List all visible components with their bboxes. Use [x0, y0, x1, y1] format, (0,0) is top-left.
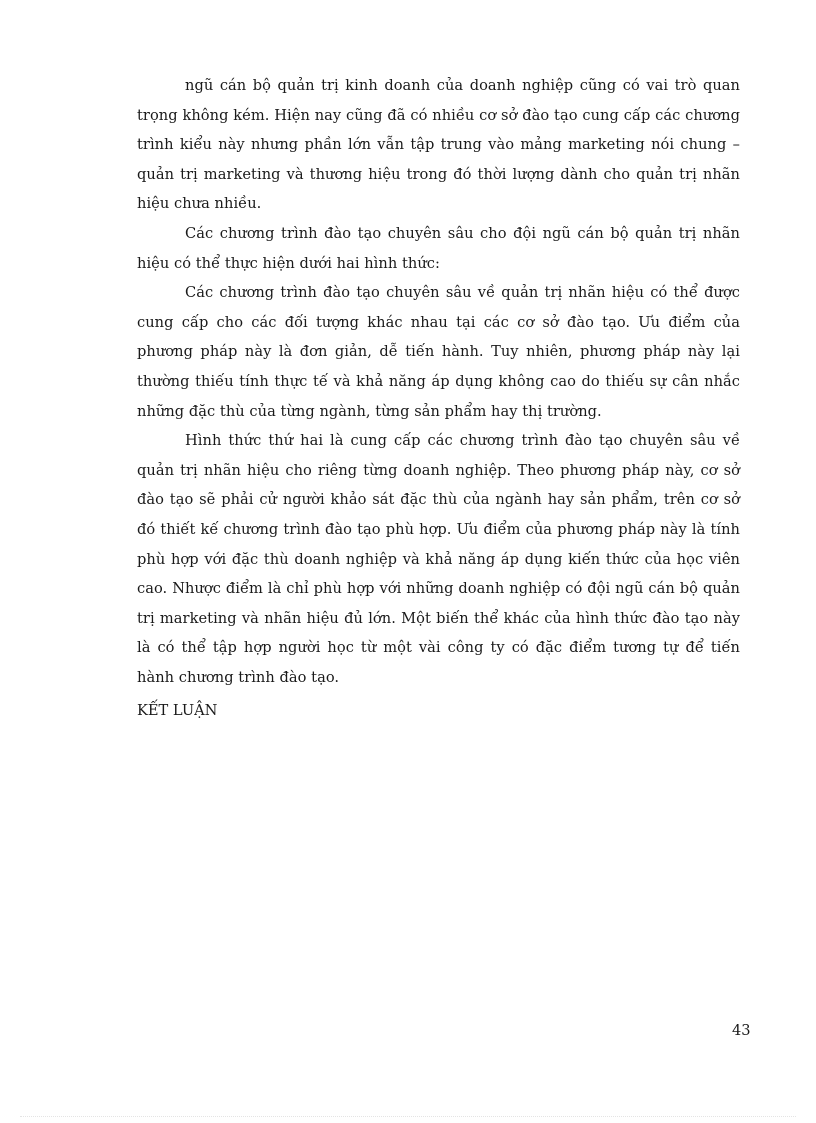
paragraph-continued: ngũ cán bộ quản trị kinh doanh của doanh nghiệp cũng có vai trò quan trọng không kém. Hiện nay cũng đã có nhiều cơ sở đào tạo cung cấp các chương trình kiểu này nhưng phần lớn vẫn tập trung vào mảng marketing nói chung – quản trị marketing và thương hiệu trong đó thời lượng dành cho quản trị nhãn hiệu chưa nhiều.	[137, 77, 740, 213]
paragraph-first-form: Các chương trình đào tạo chuyên sâu về quản trị nhãn hiệu có thể được cung cấp cho các đối tượng khác nhau tại các cơ sở đào tạo. Ưu điểm của phương pháp này là đơn giản, dễ tiến hành. Tuy nhiên, phương pháp này lại thường thiếu tính thực tế và khả năng áp dụng không cao do thiếu sự cân nhắc những đặc thù của từng ngành, từng sản phẩm hay thị trường.	[137, 284, 740, 420]
page-number: 43	[732, 1022, 751, 1039]
paragraph-second-form: Hình thức thứ hai là cung cấp các chương trình đào tạo chuyên sâu về quản trị nhãn hiệu cho riêng từng doanh nghiệp. Theo phương pháp này, cơ sở đào tạo sẽ phải cử người khảo sát đặc thù của ngành hay sản phẩm, trên cơ sở đó thiết kế chương trình đào tạo phù hợp. Ưu điểm của phương pháp này là tính phù hợp với đặc thù doanh nghiệp và khả năng áp dụng kiến thức của học viên cao. Nhược điểm là chỉ phù hợp với những doanh nghiệp có đội ngũ cán bộ quản trị marketing và nhãn hiệu đủ lớn. Một biến thể khác của hình thức đào tạo này là có thể tập hợp người học từ một vài công ty có đặc điểm tương tự để tiến hành chương trình đào tạo.	[137, 432, 740, 686]
section-heading: KẾT LUẬN	[137, 702, 218, 720]
page-bottom-divider	[20, 1116, 796, 1117]
paragraph-training-forms: Các chương trình đào tạo chuyên sâu cho đội ngũ cán bộ quản trị nhãn hiệu có thể thực hiện dưới hai hình thức:	[137, 224, 740, 272]
body-text	[137, 71, 740, 726]
